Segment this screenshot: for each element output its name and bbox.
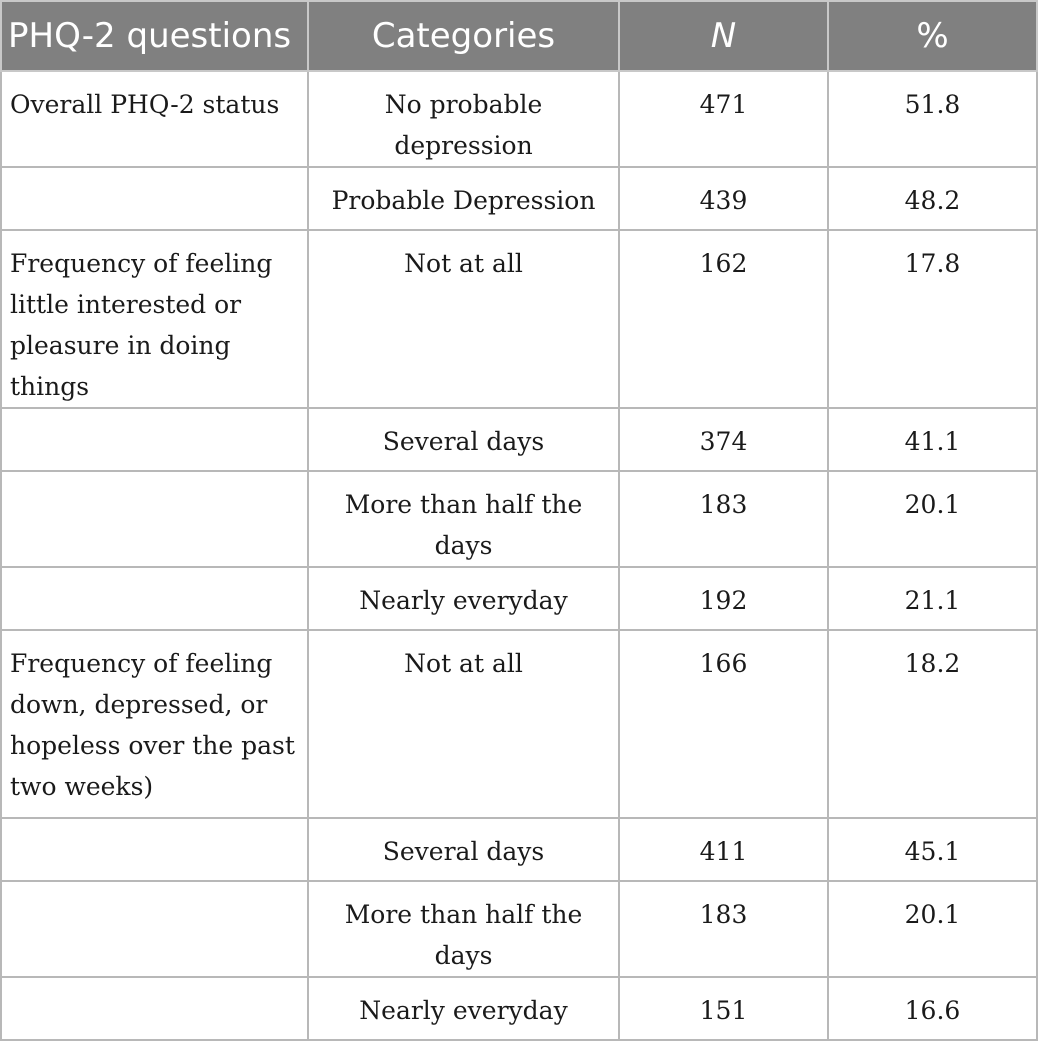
cell-question: Overall PHQ-2 status (1, 71, 308, 167)
cell-percent: 21.1 (828, 567, 1037, 630)
cell-percent: 41.1 (828, 408, 1037, 471)
cell-question (1, 567, 308, 630)
cell-category: Several days (308, 408, 619, 471)
table-row (1, 630, 1037, 818)
cell-percent: 20.1 (828, 471, 1037, 567)
cell-category: Not at all (308, 630, 619, 818)
cell-n: 162 (619, 230, 828, 408)
table-row (1, 818, 1037, 881)
header-n: N (619, 1, 828, 71)
cell-question (1, 167, 308, 230)
cell-n: 151 (619, 977, 828, 1040)
table-row (1, 977, 1037, 1040)
cell-category: More than half the days (308, 471, 619, 567)
cell-category: Nearly everyday (308, 977, 619, 1040)
cell-question: Frequency of feeling little interested or pleasure in doing things (1, 230, 308, 408)
cell-percent: 17.8 (828, 230, 1037, 408)
header-category: Categories (308, 1, 619, 71)
cell-n: 166 (619, 630, 828, 818)
cell-n: 439 (619, 167, 828, 230)
cell-question (1, 881, 308, 977)
table-row (1, 471, 1037, 567)
cell-category: Several days (308, 818, 619, 881)
header-question: PHQ-2 questions (1, 1, 308, 71)
table-header (1, 1, 1037, 71)
cell-percent: 20.1 (828, 881, 1037, 977)
table-row (1, 881, 1037, 977)
cell-question (1, 818, 308, 881)
header-row (1, 1, 1037, 71)
cell-category: Not at all (308, 230, 619, 408)
cell-category: More than half the days (308, 881, 619, 977)
cell-n: 183 (619, 881, 828, 977)
cell-percent: 16.6 (828, 977, 1037, 1040)
header-percent: % (828, 1, 1037, 71)
cell-question (1, 408, 308, 471)
cell-percent: 51.8 (828, 71, 1037, 167)
cell-n: 374 (619, 408, 828, 471)
cell-n: 192 (619, 567, 828, 630)
cell-percent: 48.2 (828, 167, 1037, 230)
cell-question: Frequency of feeling down, depressed, or hopeless over the past two weeks) (1, 630, 308, 818)
table-body (1, 71, 1037, 1040)
table-row (1, 567, 1037, 630)
cell-percent: 18.2 (828, 630, 1037, 818)
cell-category: Nearly everyday (308, 567, 619, 630)
table-row (1, 167, 1037, 230)
cell-category: Probable Depression (308, 167, 619, 230)
table-row (1, 71, 1037, 167)
cell-question (1, 977, 308, 1040)
cell-n: 471 (619, 71, 828, 167)
cell-question (1, 471, 308, 567)
cell-percent: 45.1 (828, 818, 1037, 881)
cell-category: No probable depression (308, 71, 619, 167)
table-row (1, 230, 1037, 408)
table-row (1, 408, 1037, 471)
cell-n: 411 (619, 818, 828, 881)
cell-n: 183 (619, 471, 828, 567)
